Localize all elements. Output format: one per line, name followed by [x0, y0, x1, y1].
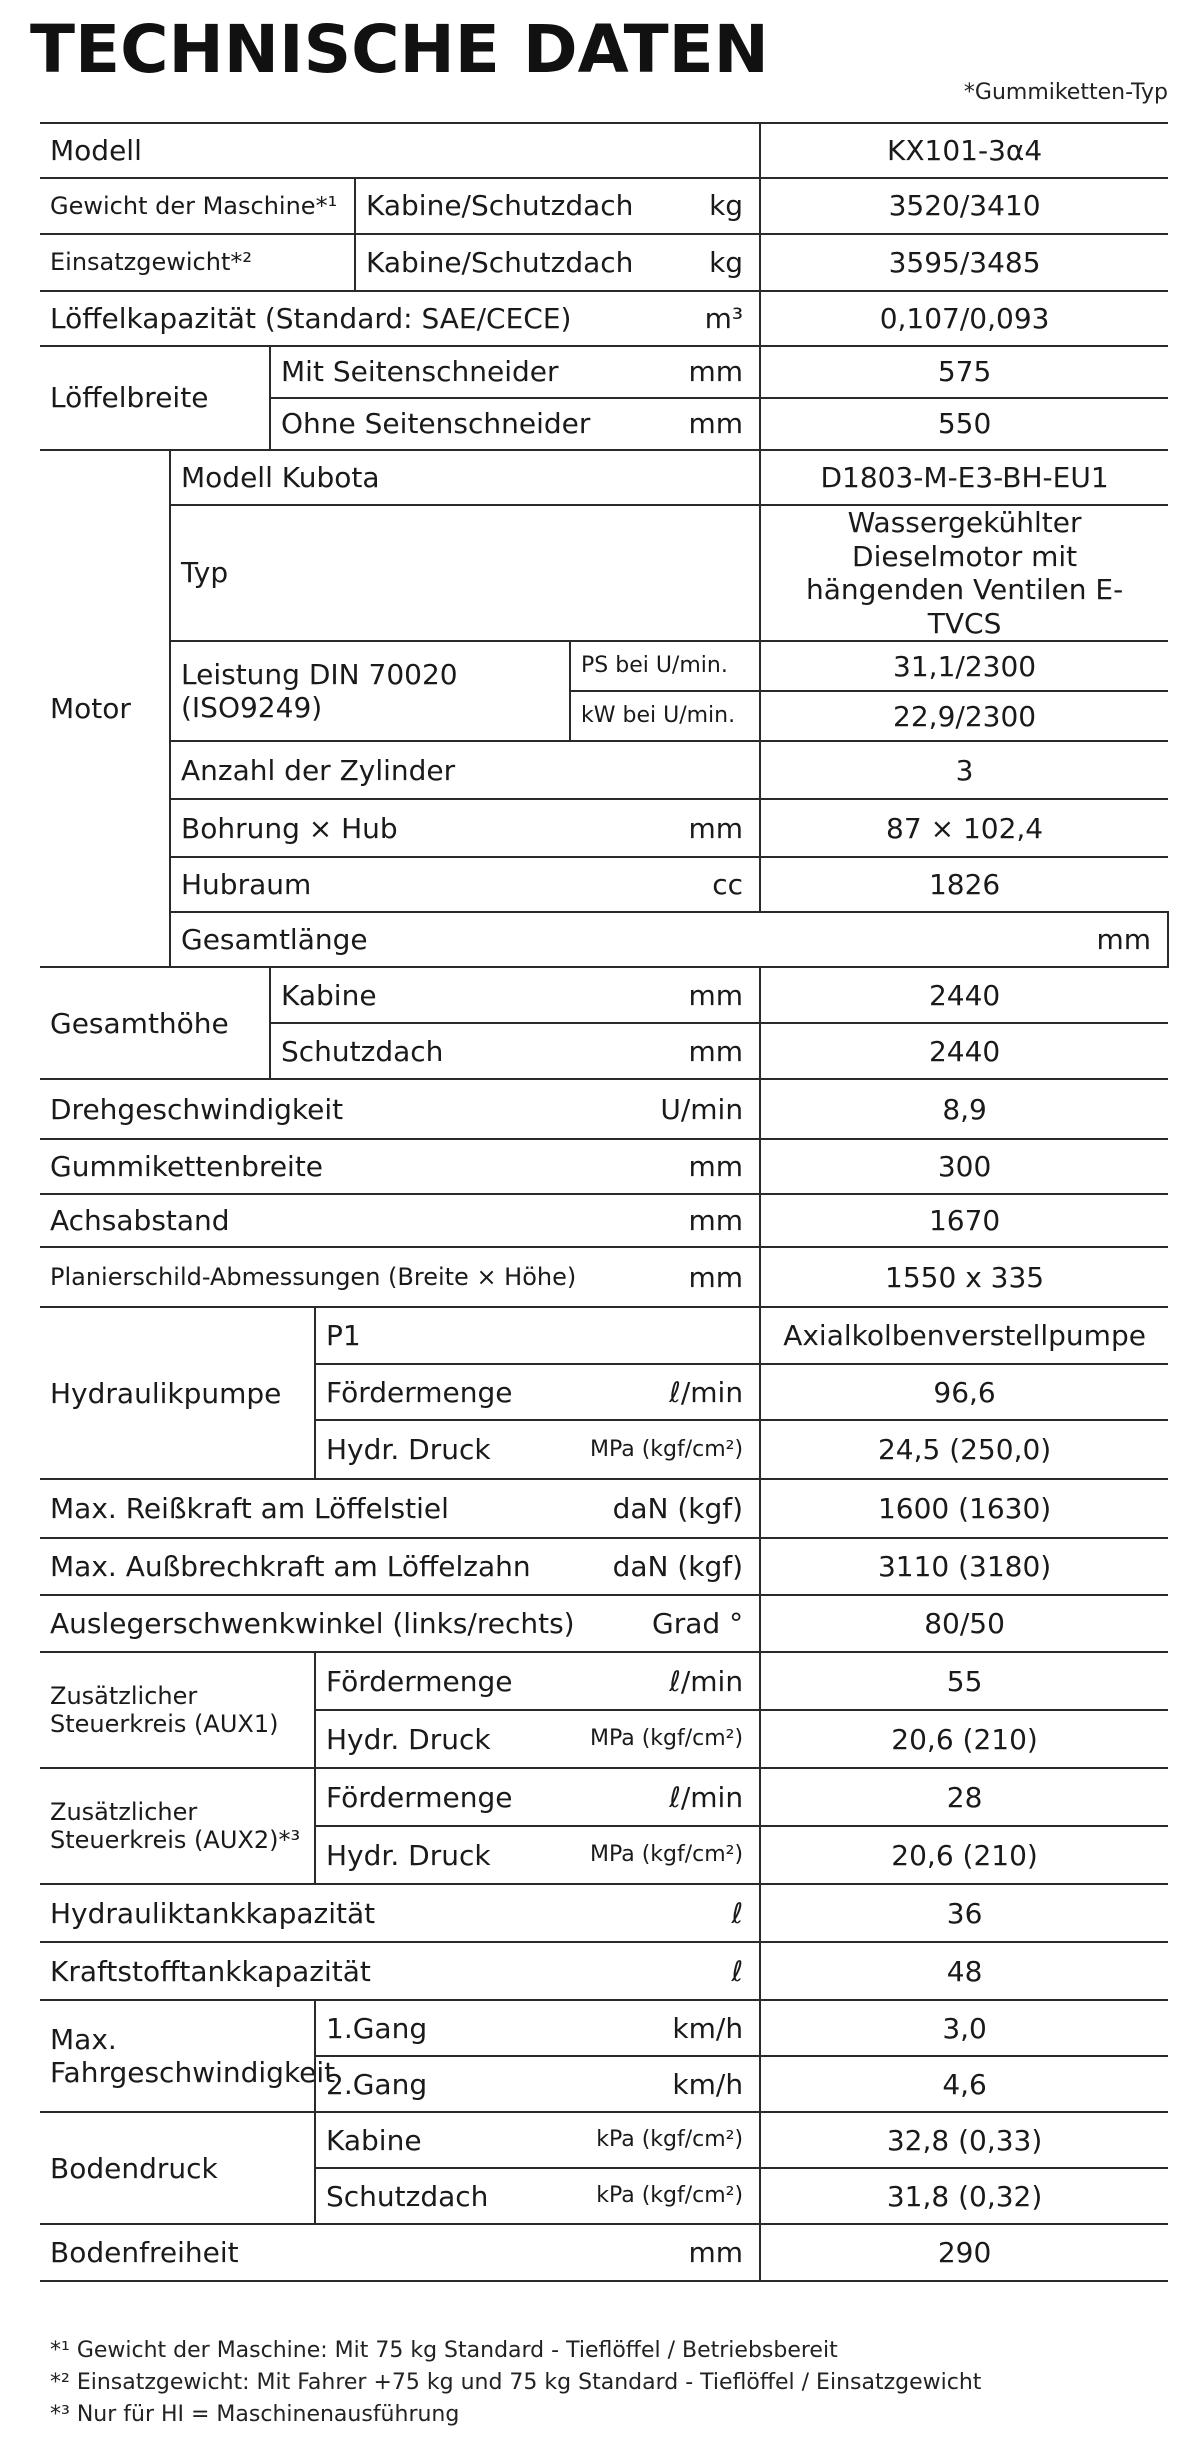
unit: mm — [760, 912, 1168, 967]
row-aux2-foerdermenge — [40, 1768, 1168, 1826]
value: 96,6 — [760, 1364, 1168, 1420]
sublabel: Fördermenge — [315, 1652, 570, 1710]
unit: ℓ — [570, 1884, 760, 1942]
unit: MPa (kgf/cm²) — [570, 1420, 760, 1479]
unit: daN (kgf) — [570, 1538, 760, 1595]
value: 4,6 — [760, 2056, 1168, 2112]
row-gesamthoehe-1 — [40, 967, 1168, 1023]
unit: ℓ/min — [570, 1364, 760, 1420]
sublabel: Schutzdach — [315, 2168, 570, 2224]
unit: MPa (kgf/cm²) — [570, 1826, 760, 1884]
value: 2440 — [760, 1023, 1168, 1079]
sublabel: Kabine — [270, 967, 570, 1023]
type-note: *Gummiketten-Typ — [963, 80, 1168, 105]
label: Hydrauliktankkapazität — [40, 1884, 570, 1942]
value: 22,9/2300 — [760, 691, 1168, 741]
row-fahrgeschwindigkeit-1 — [40, 2000, 1168, 2056]
unit: mm — [570, 1139, 760, 1194]
label: Einsatzgewicht*² — [40, 234, 355, 291]
sublabel: Fördermenge — [315, 1768, 570, 1826]
value: 24,5 (250,0) — [760, 1420, 1168, 1479]
sublabel: Anzahl der Zylinder — [170, 741, 760, 799]
value: 3595/3485 — [760, 234, 1168, 291]
unit: kg — [570, 178, 760, 234]
label: Modell — [40, 123, 760, 178]
value: 1600 (1630) — [760, 1479, 1168, 1538]
sublabel: Hydr. Druck — [315, 1826, 570, 1884]
label: Gummikettenbreite — [40, 1139, 570, 1194]
unit: km/h — [570, 2000, 760, 2056]
value: 0,107/0,093 — [760, 291, 1168, 346]
row-planierschild — [40, 1247, 1168, 1307]
label: Zusätzlicher Steuerkreis (AUX2)*³ — [40, 1768, 315, 1884]
unit: mm — [570, 1247, 760, 1307]
unit: daN (kgf) — [570, 1479, 760, 1538]
sublabel: Leistung DIN 70020 (ISO9249) — [170, 641, 570, 741]
unit: kPa (kgf/cm²) — [570, 2112, 760, 2168]
value: 300 — [760, 1139, 1168, 1194]
value: 3,0 — [760, 2000, 1168, 2056]
spec-table — [40, 122, 1168, 2282]
row-gummikettenbreite — [40, 1139, 1168, 1194]
unit: MPa (kgf/cm²) — [570, 1710, 760, 1768]
unit: km/h — [570, 2056, 760, 2112]
row-reisskraft — [40, 1479, 1168, 1538]
label: Gesamthöhe — [40, 967, 270, 1079]
sublabel: Fördermenge — [315, 1364, 570, 1420]
row-aux1-foerdermenge — [40, 1652, 1168, 1710]
footnote-2: *² Einsatzgewicht: Mit Fahrer +75 kg und 75 kg Standard - Tieflöffel / Einsatzgewicht — [50, 2370, 982, 2395]
label: Max. Fahrgeschwindigkeit — [40, 2000, 315, 2112]
value: 32,8 (0,33) — [760, 2112, 1168, 2168]
value: 87 × 102,4 — [760, 799, 1168, 857]
unit: mm — [570, 967, 760, 1023]
row-achsabstand — [40, 1194, 1168, 1247]
label: Auslegerschwenkwinkel (links/rechts) — [40, 1595, 570, 1652]
value: Wassergekühlter Dieselmotor mit hängenden Ventilen E-TVCS — [760, 505, 1168, 641]
sublabel: Typ — [170, 505, 760, 641]
sublabel: Hydr. Druck — [315, 1420, 570, 1479]
label: Max. Reißkraft am Löffelstiel — [40, 1479, 570, 1538]
sublabel: Schutzdach — [270, 1023, 570, 1079]
row-hydraulikpumpe-p1 — [40, 1307, 1168, 1364]
row-einsatzgewicht — [40, 234, 1168, 291]
unit: mm — [570, 346, 760, 398]
value: 3520/3410 — [760, 178, 1168, 234]
sublabel: 1.Gang — [315, 2000, 570, 2056]
unit: mm — [570, 799, 760, 857]
sublabel: Ohne Seitenschneider — [270, 398, 570, 450]
value: 55 — [760, 1652, 1168, 1710]
sublabel: Kabine/Schutzdach — [355, 178, 570, 234]
value: KX101-3α4 — [760, 123, 1168, 178]
label: Gewicht der Maschine*¹ — [40, 178, 355, 234]
label: Zusätzlicher Steuerkreis (AUX1) — [40, 1652, 315, 1768]
row-drehgeschwindigkeit — [40, 1079, 1168, 1139]
unit: ℓ/min — [570, 1652, 760, 1710]
row-bodendruck-kabine — [40, 2112, 1168, 2168]
footnote-3: *³ Nur für HI = Maschinenausführung — [50, 2402, 460, 2427]
value: 28 — [760, 1768, 1168, 1826]
unit: mm — [570, 1023, 760, 1079]
footnote-1: *¹ Gewicht der Maschine: Mit 75 kg Standard - Tieflöffel / Betriebsbereit — [50, 2338, 838, 2363]
value: 3 — [760, 741, 1168, 799]
row-motor-ps — [40, 641, 1168, 691]
sublabel: Hubraum — [170, 857, 570, 912]
value: 20,6 (210) — [760, 1710, 1168, 1768]
row-hydrauliktank — [40, 1884, 1168, 1942]
row-motor-zylinder — [40, 741, 1168, 799]
row-loeffelkapazitaet — [40, 291, 1168, 346]
value: Axialkolbenverstellpumpe — [760, 1307, 1168, 1364]
value: 36 — [760, 1884, 1168, 1942]
label: Achsabstand — [40, 1194, 570, 1247]
value: 48 — [760, 1942, 1168, 2000]
value: 20,6 (210) — [760, 1826, 1168, 1884]
row-kraftstofftank — [40, 1942, 1168, 2000]
label: Bodenfreiheit — [40, 2224, 570, 2281]
value: D1803-M-E3-BH-EU1 — [760, 450, 1168, 505]
page-title: TECHNISCHE DATEN — [30, 11, 769, 88]
row-gewicht — [40, 178, 1168, 234]
unit: Grad ° — [570, 1595, 760, 1652]
value: 2440 — [760, 967, 1168, 1023]
sublabel: Modell Kubota — [170, 450, 760, 505]
sublabel: Mit Seitenschneider — [270, 346, 570, 398]
value: 80/50 — [760, 1595, 1168, 1652]
label: Max. Außbrechkraft am Löffelzahn — [40, 1538, 570, 1595]
sublabel: P1 — [315, 1307, 760, 1364]
label: Planierschild-Abmessungen (Breite × Höhe) — [40, 1247, 570, 1307]
unit: kW bei U/min. — [570, 691, 760, 741]
value: 31,8 (0,32) — [760, 2168, 1168, 2224]
value: 290 — [760, 2224, 1168, 2281]
sublabel: 2.Gang — [315, 2056, 570, 2112]
row-ausbrechkraft — [40, 1538, 1168, 1595]
label: Gesamtlänge — [170, 912, 760, 967]
unit: ℓ/min — [570, 1768, 760, 1826]
unit: kg — [570, 234, 760, 291]
label: Löffelkapazität (Standard: SAE/CECE) — [40, 291, 570, 346]
sublabel: Kabine/Schutzdach — [355, 234, 570, 291]
value: 1670 — [760, 1194, 1168, 1247]
unit: PS bei U/min. — [570, 641, 760, 691]
value: 8,9 — [760, 1079, 1168, 1139]
unit: U/min — [570, 1079, 760, 1139]
label: Motor — [40, 450, 170, 967]
unit: ℓ — [570, 1942, 760, 2000]
unit: mm — [570, 2224, 760, 2281]
sublabel: Hydr. Druck — [315, 1710, 570, 1768]
footnotes — [50, 2335, 981, 2431]
label: Kraftstofftankkapazität — [40, 1942, 570, 2000]
row-modell — [40, 123, 1168, 178]
row-loeffelbreite-1 — [40, 346, 1168, 398]
row-auslegerschwenkwinkel — [40, 1595, 1168, 1652]
row-gesamtlaenge — [40, 912, 1168, 967]
label: Bodendruck — [40, 2112, 315, 2224]
unit: mm — [570, 398, 760, 450]
value: 550 — [760, 398, 1168, 450]
value: 3110 (3180) — [760, 1538, 1168, 1595]
label: Löffelbreite — [40, 346, 270, 450]
value: 1826 — [760, 857, 1168, 912]
row-bodenfreiheit — [40, 2224, 1168, 2281]
sublabel: Kabine — [315, 2112, 570, 2168]
unit: cc — [570, 857, 760, 912]
unit: kPa (kgf/cm²) — [570, 2168, 760, 2224]
label: Drehgeschwindigkeit — [40, 1079, 570, 1139]
value: 31,1/2300 — [760, 641, 1168, 691]
unit: m³ — [570, 291, 760, 346]
row-motor-typ — [40, 505, 1168, 641]
row-motor-bohrung — [40, 799, 1168, 857]
value: 1550 x 335 — [760, 1247, 1168, 1307]
unit: mm — [570, 1194, 760, 1247]
row-motor-modell — [40, 450, 1168, 505]
label: Hydraulikpumpe — [40, 1307, 315, 1479]
row-motor-hubraum — [40, 857, 1168, 912]
sublabel: Bohrung × Hub — [170, 799, 570, 857]
value: 575 — [760, 346, 1168, 398]
